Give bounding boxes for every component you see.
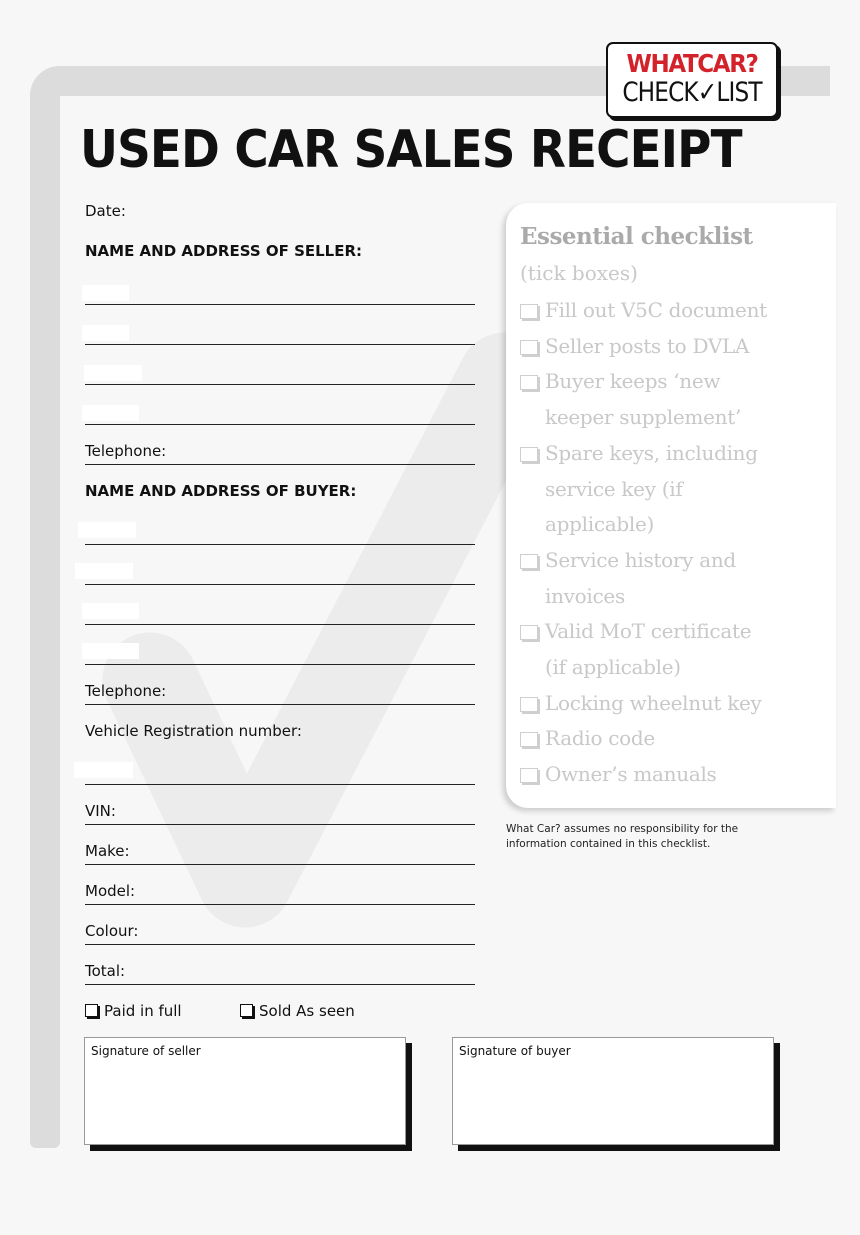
redaction-patch xyxy=(78,522,136,538)
total-label: Total: xyxy=(85,962,126,980)
make-label: Make: xyxy=(85,842,130,860)
checklist-item[interactable]: Radio code xyxy=(520,721,835,757)
checklist-heading: Essential checklist xyxy=(520,223,753,250)
make-field[interactable] xyxy=(85,864,475,865)
checkbox-icon[interactable] xyxy=(520,375,538,390)
redaction-patch xyxy=(75,563,133,579)
registration-label: Vehicle Registration number: xyxy=(85,722,302,740)
seller-heading: NAME AND ADDRESS OF SELLER: xyxy=(85,242,363,260)
seller-telephone-label: Telephone: xyxy=(85,442,167,460)
paid-in-full-option[interactable] xyxy=(85,1002,182,1020)
vin-field[interactable] xyxy=(85,824,475,825)
buyer-signature-label: Signature of buyer xyxy=(459,1044,571,1058)
checkbox-icon[interactable] xyxy=(85,1004,98,1017)
checklist-item[interactable]: Fill out V5C document xyxy=(520,293,835,329)
seller-address-line-2[interactable] xyxy=(85,344,475,345)
seller-address-line-3[interactable] xyxy=(85,384,475,385)
checklist-item[interactable]: Owner’s manuals xyxy=(520,757,835,793)
buyer-address-line-2[interactable] xyxy=(85,584,475,585)
checklist-item[interactable]: Spare keys, including service key (if applicable) xyxy=(520,436,835,543)
checklist-item[interactable]: Valid MoT certificate (if applicable) xyxy=(520,614,835,685)
redaction-patch xyxy=(84,365,142,381)
logo-line-1: WHATCAR? xyxy=(626,49,758,78)
checklist-item[interactable]: Service history and invoices xyxy=(520,543,835,614)
checkbox-icon[interactable] xyxy=(520,625,538,640)
redaction-patch xyxy=(82,285,129,301)
checklist-item[interactable]: Seller posts to DVLA xyxy=(520,329,835,365)
checklist-subheading: (tick boxes) xyxy=(520,261,638,285)
date-label: Date: xyxy=(85,202,126,220)
buyer-address-line-1[interactable] xyxy=(85,544,475,545)
paid-in-full-label: Paid in full xyxy=(104,1002,182,1020)
seller-telephone-field[interactable] xyxy=(85,464,475,465)
sold-as-seen-option[interactable] xyxy=(240,1002,355,1020)
seller-address-line-1[interactable] xyxy=(85,304,475,305)
disclaimer-text: What Car? assumes no responsibility for the information contained in this checklist. xyxy=(506,823,739,850)
buyer-heading: NAME AND ADDRESS OF BUYER: xyxy=(85,482,357,500)
checklist-item[interactable]: Buyer keeps ‘new keeper supplement’ xyxy=(520,364,835,435)
redaction-patch xyxy=(82,405,139,421)
checklist-items xyxy=(520,293,835,793)
vin-label: VIN: xyxy=(85,802,116,820)
checkbox-icon[interactable] xyxy=(240,1004,253,1017)
checkbox-icon[interactable] xyxy=(520,554,538,569)
sold-as-seen-label: Sold As seen xyxy=(259,1002,355,1020)
buyer-telephone-label: Telephone: xyxy=(85,682,167,700)
checkbox-icon[interactable] xyxy=(520,697,538,712)
seller-signature-box[interactable] xyxy=(84,1037,406,1145)
redaction-patch xyxy=(82,603,139,619)
essential-checklist-panel xyxy=(506,203,836,808)
redaction-patch xyxy=(82,643,139,659)
buyer-address-line-3[interactable] xyxy=(85,624,475,625)
registration-field[interactable] xyxy=(85,784,475,785)
checkbox-icon[interactable] xyxy=(520,447,538,462)
redaction-patch xyxy=(82,325,129,341)
colour-field[interactable] xyxy=(85,944,475,945)
checkbox-icon[interactable] xyxy=(520,340,538,355)
page-title: USED CAR SALES RECEIPT xyxy=(80,120,742,180)
buyer-signature-box[interactable] xyxy=(452,1037,774,1145)
checkbox-icon[interactable] xyxy=(520,768,538,783)
checklist-item[interactable]: Locking wheelnut key xyxy=(520,686,835,722)
colour-label: Colour: xyxy=(85,922,139,940)
model-label: Model: xyxy=(85,882,136,900)
total-field[interactable] xyxy=(85,984,475,985)
logo-line-2: CHECK✓LIST xyxy=(622,77,762,108)
seller-address-line-4[interactable] xyxy=(85,424,475,425)
checkbox-icon[interactable] xyxy=(520,304,538,319)
buyer-address-line-4[interactable] xyxy=(85,664,475,665)
checkbox-icon[interactable] xyxy=(520,732,538,747)
seller-signature-label: Signature of seller xyxy=(91,1044,201,1058)
buyer-telephone-field[interactable] xyxy=(85,704,475,705)
whatcar-checklist-logo xyxy=(606,42,778,118)
redaction-patch xyxy=(74,762,133,778)
model-field[interactable] xyxy=(85,904,475,905)
